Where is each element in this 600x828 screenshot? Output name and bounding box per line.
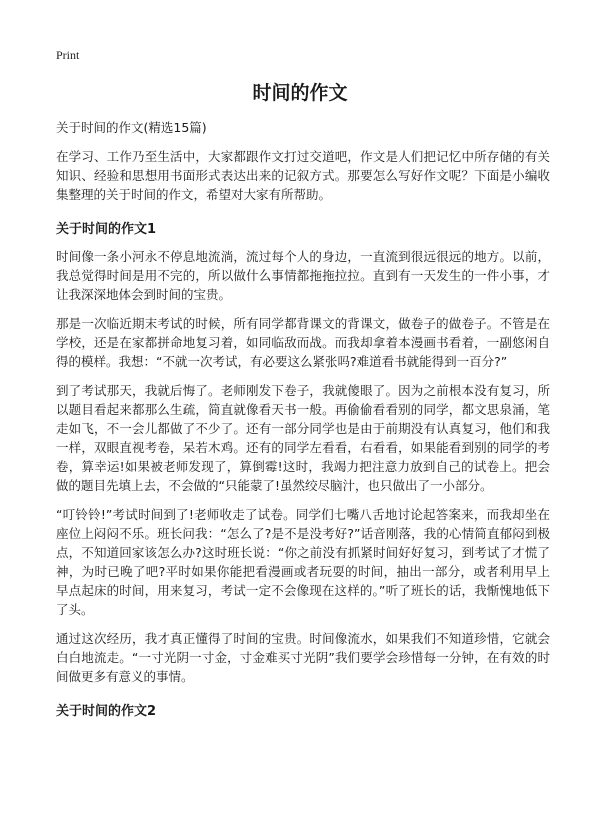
paragraph: 那是一次临近期末考试的时候，所有同学都背课文的背课文，做卷子的做卷子。不管是在学校，还是在家都拼命地复习着，如同临敌而战。而我却拿着本漫画书看着，一副悠闲自得的模样。我想：“不就一次考试，有必要这么紧张吗?难道看书就能得到一百分?” [56, 316, 550, 369]
section-heading-1: 关于时间的作文1 [56, 222, 157, 237]
print-link[interactable]: Print [56, 48, 80, 62]
article-subtitle: 关于时间的作文(精选15篇) [56, 120, 207, 135]
paragraph: 到了考试那天，我就后悔了。老师刚发下卷子，我就傻眼了。因为之前根本没有复习，所以题目看起来都那么生疏，简直就像看天书一般。再偷偷看看别的同学，都文思泉涌，笔走如飞，不一会儿都做了不少了。还有一部分同学也是由于前期没有认真复习，他们和我一样，双眼直视考卷，呆若木鸡。还有的同学左看看，右看看，如果能看到别的同学的考卷，算幸运!如果被老师发现了，算倒霉!这时，我竭力把注意力放到自己的试卷上。把会做的题目先填上去，不会做的“只能蒙了!虽然绞尽脑汁，也只做出了一小部分。 [56, 383, 550, 493]
intro-paragraph: 在学习、工作乃至生活中，大家都跟作文打过交道吧，作文是人们把记忆中所存储的有关知识、经验和思想用书面形式表达出来的记叙方式。那要怎么写好作文呢？下面是小编收集整理的关于时间的作文，希望对大家有所帮助。 [56, 149, 550, 202]
paragraph: “叮铃铃!”考试时间到了!老师收走了试卷。同学们七嘴八舌地讨论起答案来，而我却坐在座位上闷闷不乐。班长问我：“怎么了?是不是没考好?”话音刚落，我的心情简直郁闷到极点，不知道回家该怎么办?这时班长说：“你之前没有抓紧时间好好复习，到考试了才慌了神，为时已晚了吧?平时如果你能把看漫画或者玩耍的时间，抽出一部分，或者利用早上早点起床的时间，用来复习，考试一定不会像现在这样的。”听了班长的话，我惭愧地低下了头。 [56, 507, 550, 617]
section-heading-2: 关于时间的作文2 [56, 704, 157, 719]
page-title: 时间的作文 [252, 82, 348, 104]
paragraph: 通过这次经历，我才真正懂得了时间的宝贵。时间像流水，如果我们不知道珍惜，它就会白白地流走。“一寸光阴一寸金，寸金难买寸光阴”我们要学会珍惜每一分钟，在有效的时间做更多有意义的事情。 [56, 631, 550, 684]
paragraph: 时间像一条小河永不停息地流淌，流过每个人的身边，一直流到很远很远的地方。以前，我总觉得时间是用不完的，所以做什么事情都拖拖拉拉。直到有一天发生的一件小事，才让我深深地体会到时间的宝贵。 [56, 249, 550, 302]
article-body [56, 118, 550, 729]
